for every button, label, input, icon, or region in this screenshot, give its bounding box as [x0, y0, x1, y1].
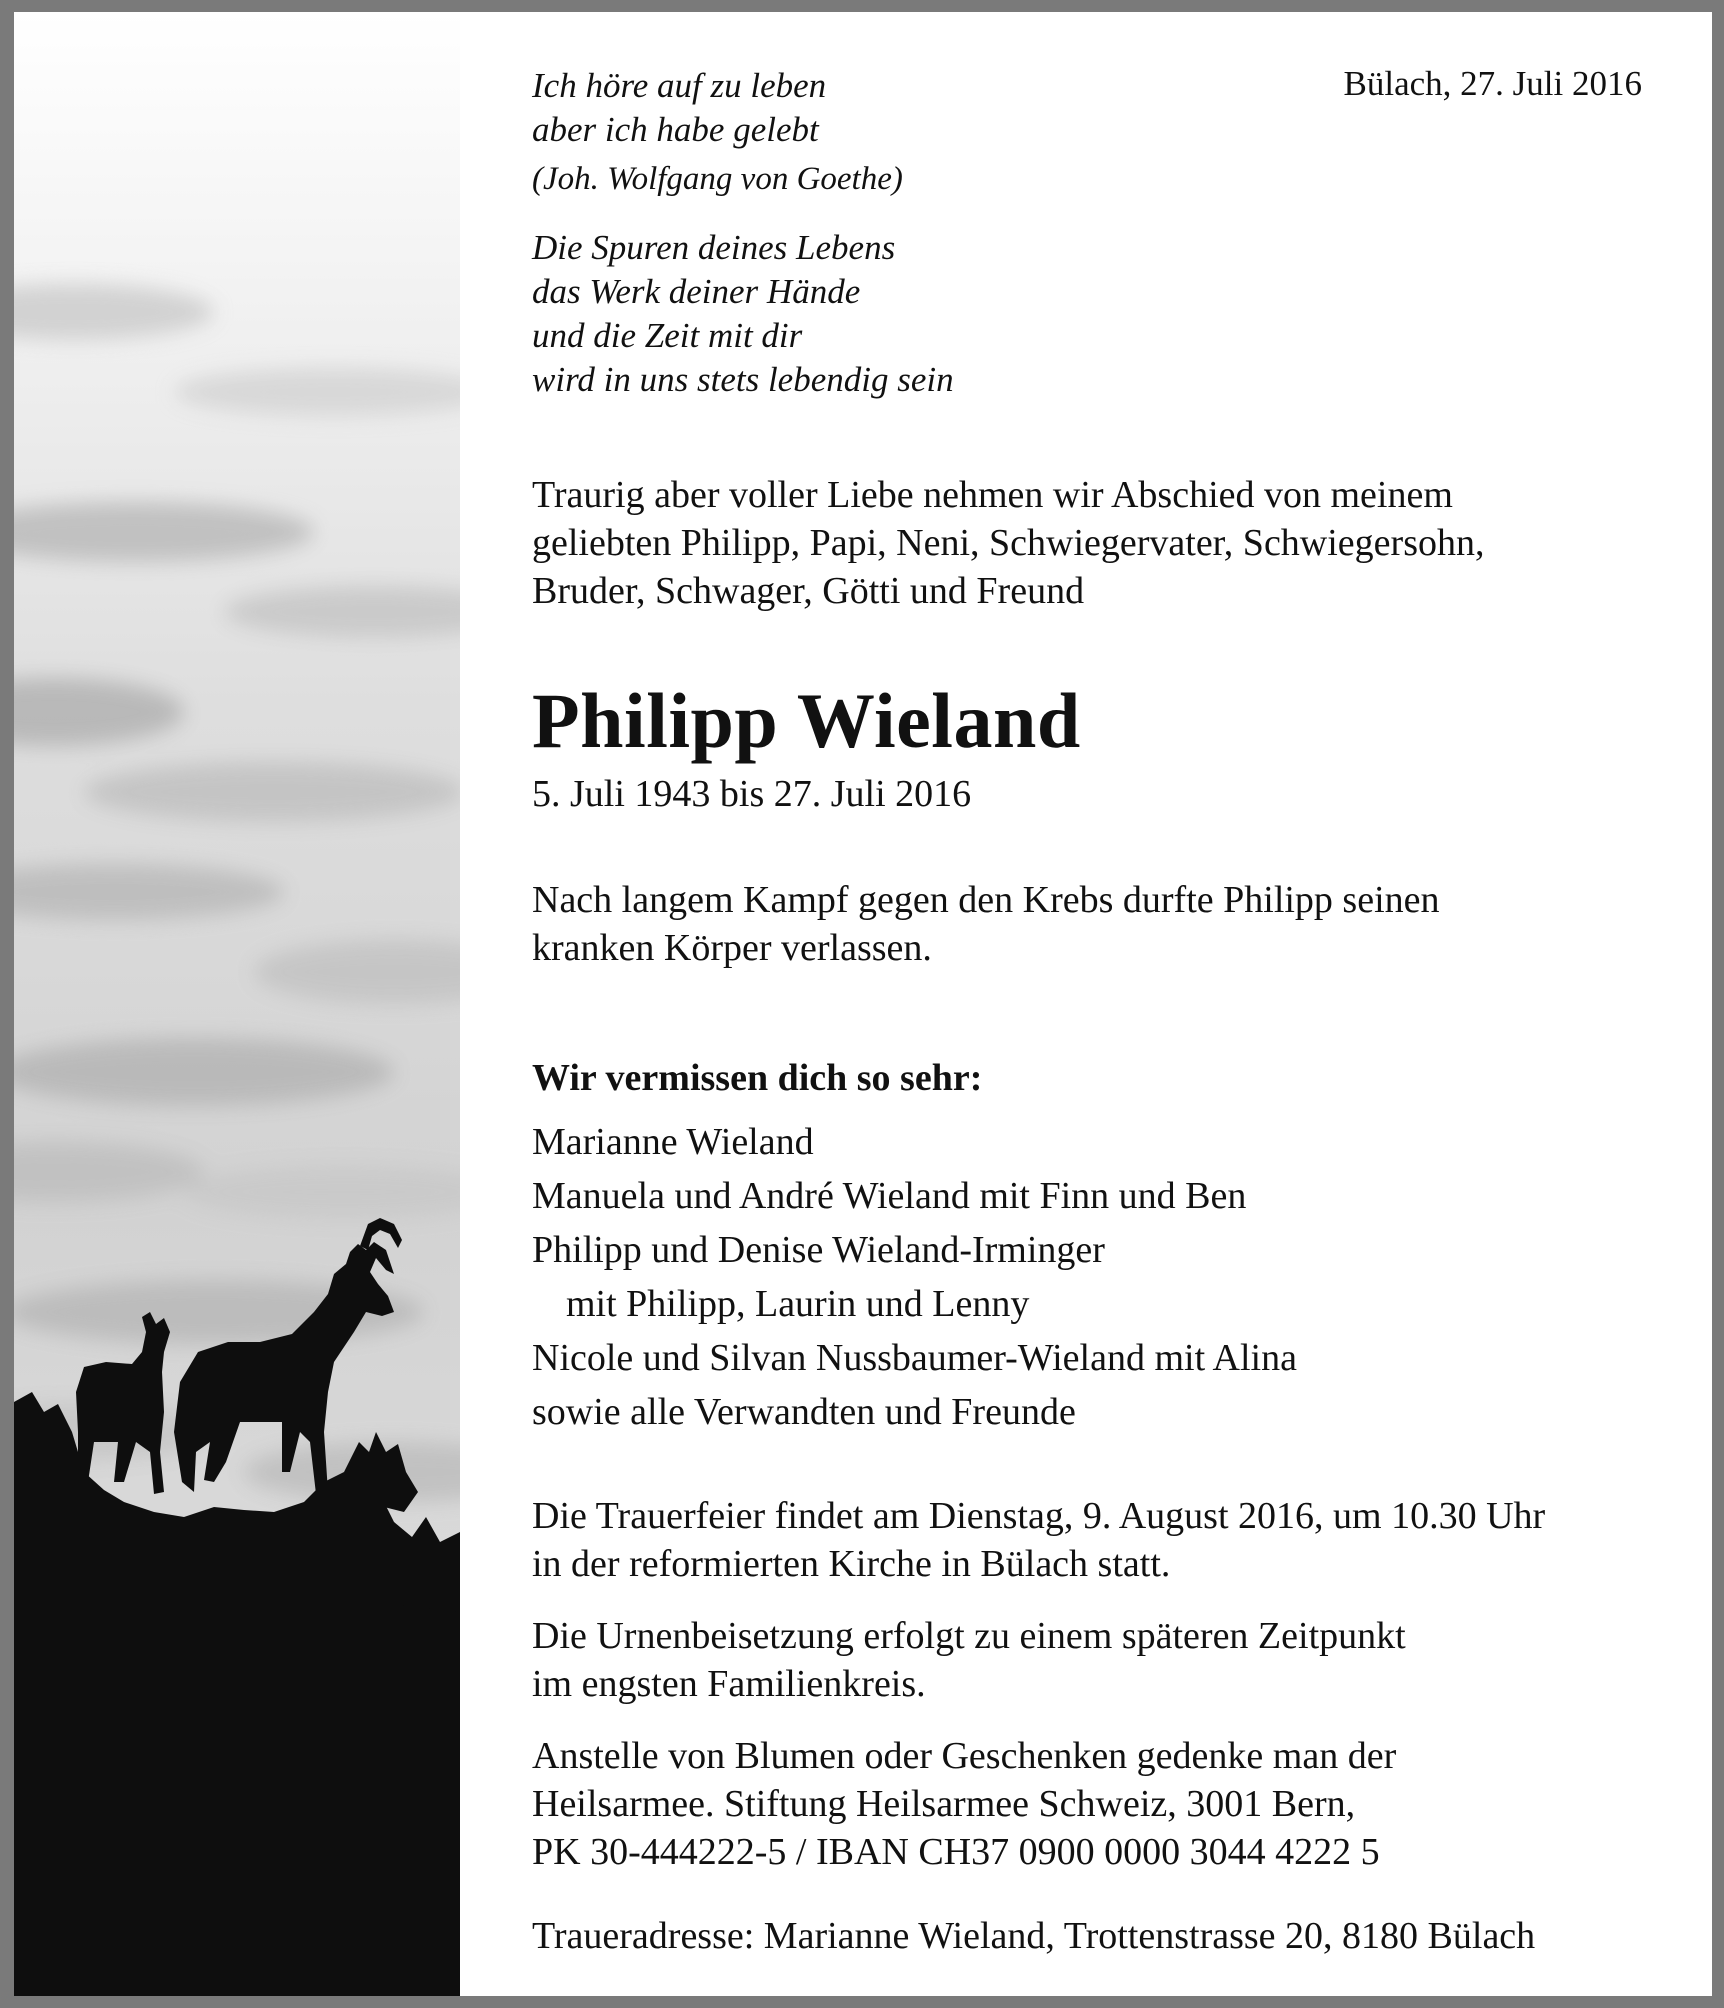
place-date: Bülach, 27. Juli 2016	[1343, 64, 1642, 103]
donation-line: Anstelle von Blumen oder Geschenken gedenke man der	[532, 1735, 1397, 1777]
mourner-line: Nicole und Silvan Nussbaumer-Wieland mit Alina	[532, 1337, 1297, 1379]
mourner-line: Manuela und André Wieland mit Finn und Ben	[532, 1175, 1247, 1217]
message-line: Nach langem Kampf gegen den Krebs durfte Philipp seinen	[532, 879, 1440, 921]
intro-line: Bruder, Schwager, Götti und Freund	[532, 570, 1085, 612]
message-line: kranken Körper verlassen.	[532, 927, 932, 969]
urn-line: Die Urnenbeisetzung erfolgt zu einem späteren Zeitpunkt	[532, 1615, 1406, 1657]
quote2-line: Die Spuren deines Lebens	[532, 228, 896, 267]
quote2-line: das Werk deiner Hände	[532, 272, 861, 311]
quote2-line: und die Zeit mit dir	[532, 316, 803, 355]
chamois-sea-of-clouds-photo	[14, 12, 460, 1996]
mourner-line: mit Philipp, Laurin und Lenny	[566, 1283, 1030, 1325]
intro-line: geliebten Philipp, Papi, Neni, Schwiegervater, Schwiegersohn,	[532, 522, 1485, 564]
donation-line: Heilsarmee. Stiftung Heilsarmee Schweiz, 3001 Bern,	[532, 1783, 1356, 1825]
deceased-name: Philipp Wieland	[532, 677, 1081, 764]
intro-line: Traurig aber voller Liebe nehmen wir Abschied von meinem	[532, 474, 1453, 516]
mourning-address: Traueradresse: Marianne Wieland, Trottenstrasse 20, 8180 Bülach	[532, 1915, 1536, 1957]
urn-line: im engsten Familienkreis.	[532, 1663, 926, 1705]
service-line: Die Trauerfeier findet am Dienstag, 9. August 2016, um 10.30 Uhr	[532, 1495, 1546, 1537]
quote2-line: wird in uns stets lebendig sein	[532, 360, 954, 399]
mourners-heading: Wir vermissen dich so sehr:	[532, 1057, 983, 1099]
service-line: in der reformierten Kirche in Bülach statt.	[532, 1543, 1171, 1585]
obituary-text-column	[532, 12, 1642, 1996]
quote1-author: (Joh. Wolfgang von Goethe)	[532, 161, 903, 197]
donation-line: PK 30-444222-5 / IBAN CH37 0900 0000 3044 4222 5	[532, 1831, 1380, 1873]
mourner-line: sowie alle Verwandten und Freunde	[532, 1391, 1076, 1433]
quote1-line1: Ich höre auf zu leben	[532, 66, 827, 105]
mourner-line: Philipp und Denise Wieland-Irminger	[532, 1229, 1105, 1271]
quote1-line2: aber ich habe gelebt	[532, 110, 819, 149]
life-dates: 5. Juli 1943 bis 27. Juli 2016	[532, 773, 972, 815]
photo-graphic	[14, 12, 460, 1996]
mourner-line: Marianne Wieland	[532, 1121, 814, 1163]
